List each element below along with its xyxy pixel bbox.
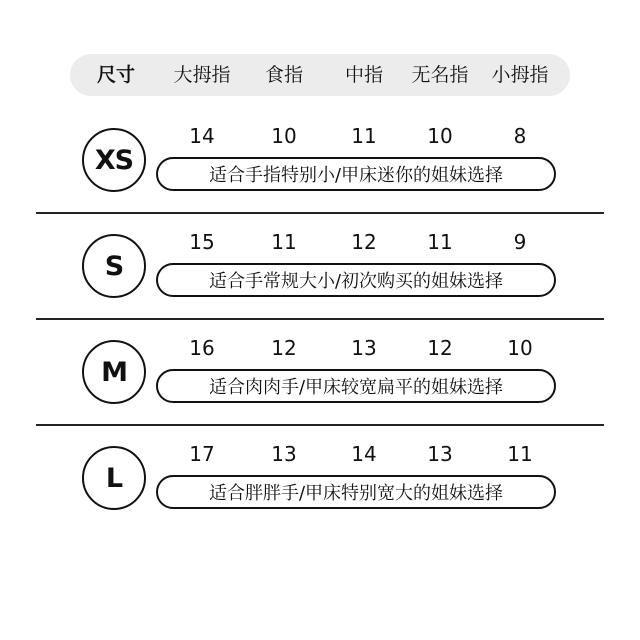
size-badge: L — [82, 446, 146, 510]
size-badge: XS — [82, 128, 146, 192]
pinky-value: 9 — [513, 230, 527, 254]
middle-finger-column-header: 中指 — [344, 64, 384, 86]
size-row-l — [0, 430, 640, 535]
ring-finger-value: 11 — [427, 230, 453, 254]
thumb-column-header: 大拇指 — [173, 64, 231, 86]
thumb-value: 15 — [189, 230, 215, 254]
thumb-value: 17 — [189, 442, 215, 466]
ring-finger-value: 13 — [427, 442, 453, 466]
size-recommendation: 适合肉肉手/甲床较宽扁平的姐妹选择 — [156, 369, 556, 403]
ring-finger-value: 10 — [427, 124, 453, 148]
size-table-header — [70, 54, 570, 96]
size-column-header: 尺寸 — [96, 64, 136, 86]
size-row-xs — [0, 112, 640, 217]
middle-finger-value: 14 — [351, 442, 377, 466]
pinky-value: 10 — [507, 336, 533, 360]
ring-finger-column-header: 无名指 — [411, 64, 469, 86]
pinky-value: 8 — [513, 124, 527, 148]
row-divider — [36, 212, 604, 214]
size-recommendation: 适合手常规大小/初次购买的姐妹选择 — [156, 263, 556, 297]
size-recommendation: 适合胖胖手/甲床特别宽大的姐妹选择 — [156, 475, 556, 509]
size-badge: M — [82, 340, 146, 404]
middle-finger-value: 13 — [351, 336, 377, 360]
pinky-value: 11 — [507, 442, 533, 466]
row-divider — [36, 424, 604, 426]
row-divider — [36, 318, 604, 320]
index-finger-column-header: 食指 — [264, 64, 304, 86]
size-recommendation: 适合手指特别小/甲床迷你的姐妹选择 — [156, 157, 556, 191]
index-finger-value: 13 — [271, 442, 297, 466]
size-badge: S — [82, 234, 146, 298]
middle-finger-value: 12 — [351, 230, 377, 254]
middle-finger-value: 11 — [351, 124, 377, 148]
index-finger-value: 10 — [271, 124, 297, 148]
thumb-value: 16 — [189, 336, 215, 360]
ring-finger-value: 12 — [427, 336, 453, 360]
size-row-s — [0, 218, 640, 323]
size-row-m — [0, 324, 640, 429]
pinky-column-header: 小拇指 — [491, 64, 549, 86]
index-finger-value: 12 — [271, 336, 297, 360]
thumb-value: 14 — [189, 124, 215, 148]
index-finger-value: 11 — [271, 230, 297, 254]
